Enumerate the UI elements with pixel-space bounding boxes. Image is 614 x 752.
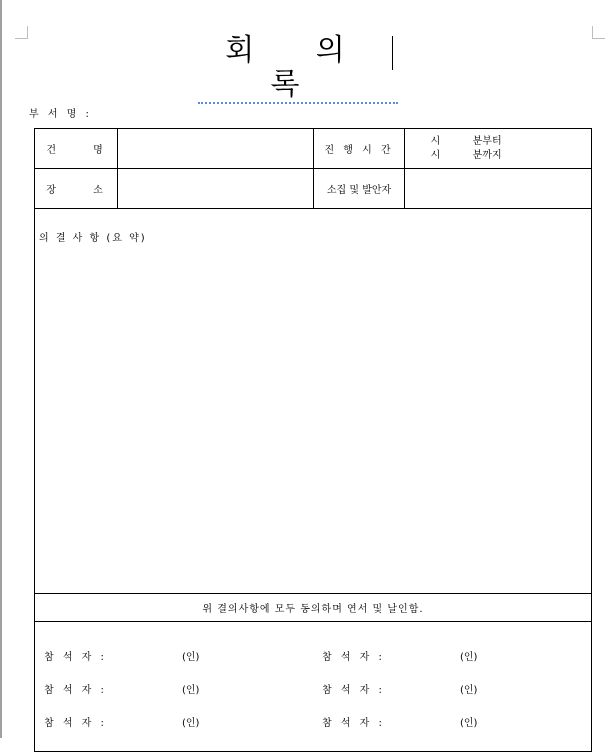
summary-field[interactable] — [35, 209, 592, 594]
place-field[interactable] — [118, 169, 314, 209]
attendee-entry[interactable] — [313, 648, 591, 681]
attendee-entry[interactable] — [313, 681, 591, 714]
crop-mark-top-left — [15, 26, 28, 39]
minutes-table — [34, 128, 592, 752]
attendee-label: 참 석 자 : — [322, 685, 385, 696]
attendee-label: 참 석 자 : — [44, 652, 107, 663]
attendee-entry[interactable] — [35, 714, 313, 747]
convener-field[interactable] — [404, 169, 591, 209]
attendee-row — [35, 681, 591, 714]
summary-label: 의 결 사 항 (요 약) — [39, 233, 147, 244]
place-label: 장 소 — [35, 169, 118, 209]
attendee-label: 참 석 자 : — [44, 685, 107, 696]
convener-label: 소집 및 발안자 — [314, 169, 404, 209]
text-cursor — [392, 36, 393, 70]
crop-mark-top-right — [592, 26, 605, 39]
attendee-entry[interactable] — [35, 681, 313, 714]
attendees-section[interactable] — [35, 622, 592, 752]
attendee-row — [35, 714, 591, 747]
page-edge — [0, 0, 2, 738]
attendee-label: 참 석 자 : — [322, 652, 385, 663]
attendee-row — [35, 648, 591, 681]
start-hour: 시 — [430, 135, 441, 147]
seal-label: (인) — [460, 652, 478, 663]
seal-label: (인) — [182, 652, 200, 663]
duration-field[interactable] — [404, 129, 591, 169]
attendee-entry[interactable] — [35, 648, 313, 681]
duration-label: 진 행 시 간 — [314, 129, 404, 169]
attendee-label: 참 석 자 : — [322, 718, 385, 729]
start-minute: 분부터 — [472, 135, 502, 147]
end-minute: 분까지 — [472, 149, 502, 161]
attendee-label: 참 석 자 : — [44, 718, 107, 729]
seal-label: (인) — [182, 718, 200, 729]
agreement-text: 위 결의사항에 모두 동의하며 연서 및 날인함. — [35, 594, 592, 622]
document-title[interactable]: 회 의 록 — [198, 34, 398, 104]
seal-label: (인) — [460, 685, 478, 696]
subject-label: 건 명 — [35, 129, 118, 169]
attendee-entry[interactable] — [313, 714, 591, 747]
end-hour: 시 — [430, 149, 441, 161]
department-label[interactable]: 부 서 명 : — [29, 109, 92, 120]
seal-label: (인) — [460, 718, 478, 729]
subject-field[interactable] — [118, 129, 314, 169]
seal-label: (인) — [182, 685, 200, 696]
